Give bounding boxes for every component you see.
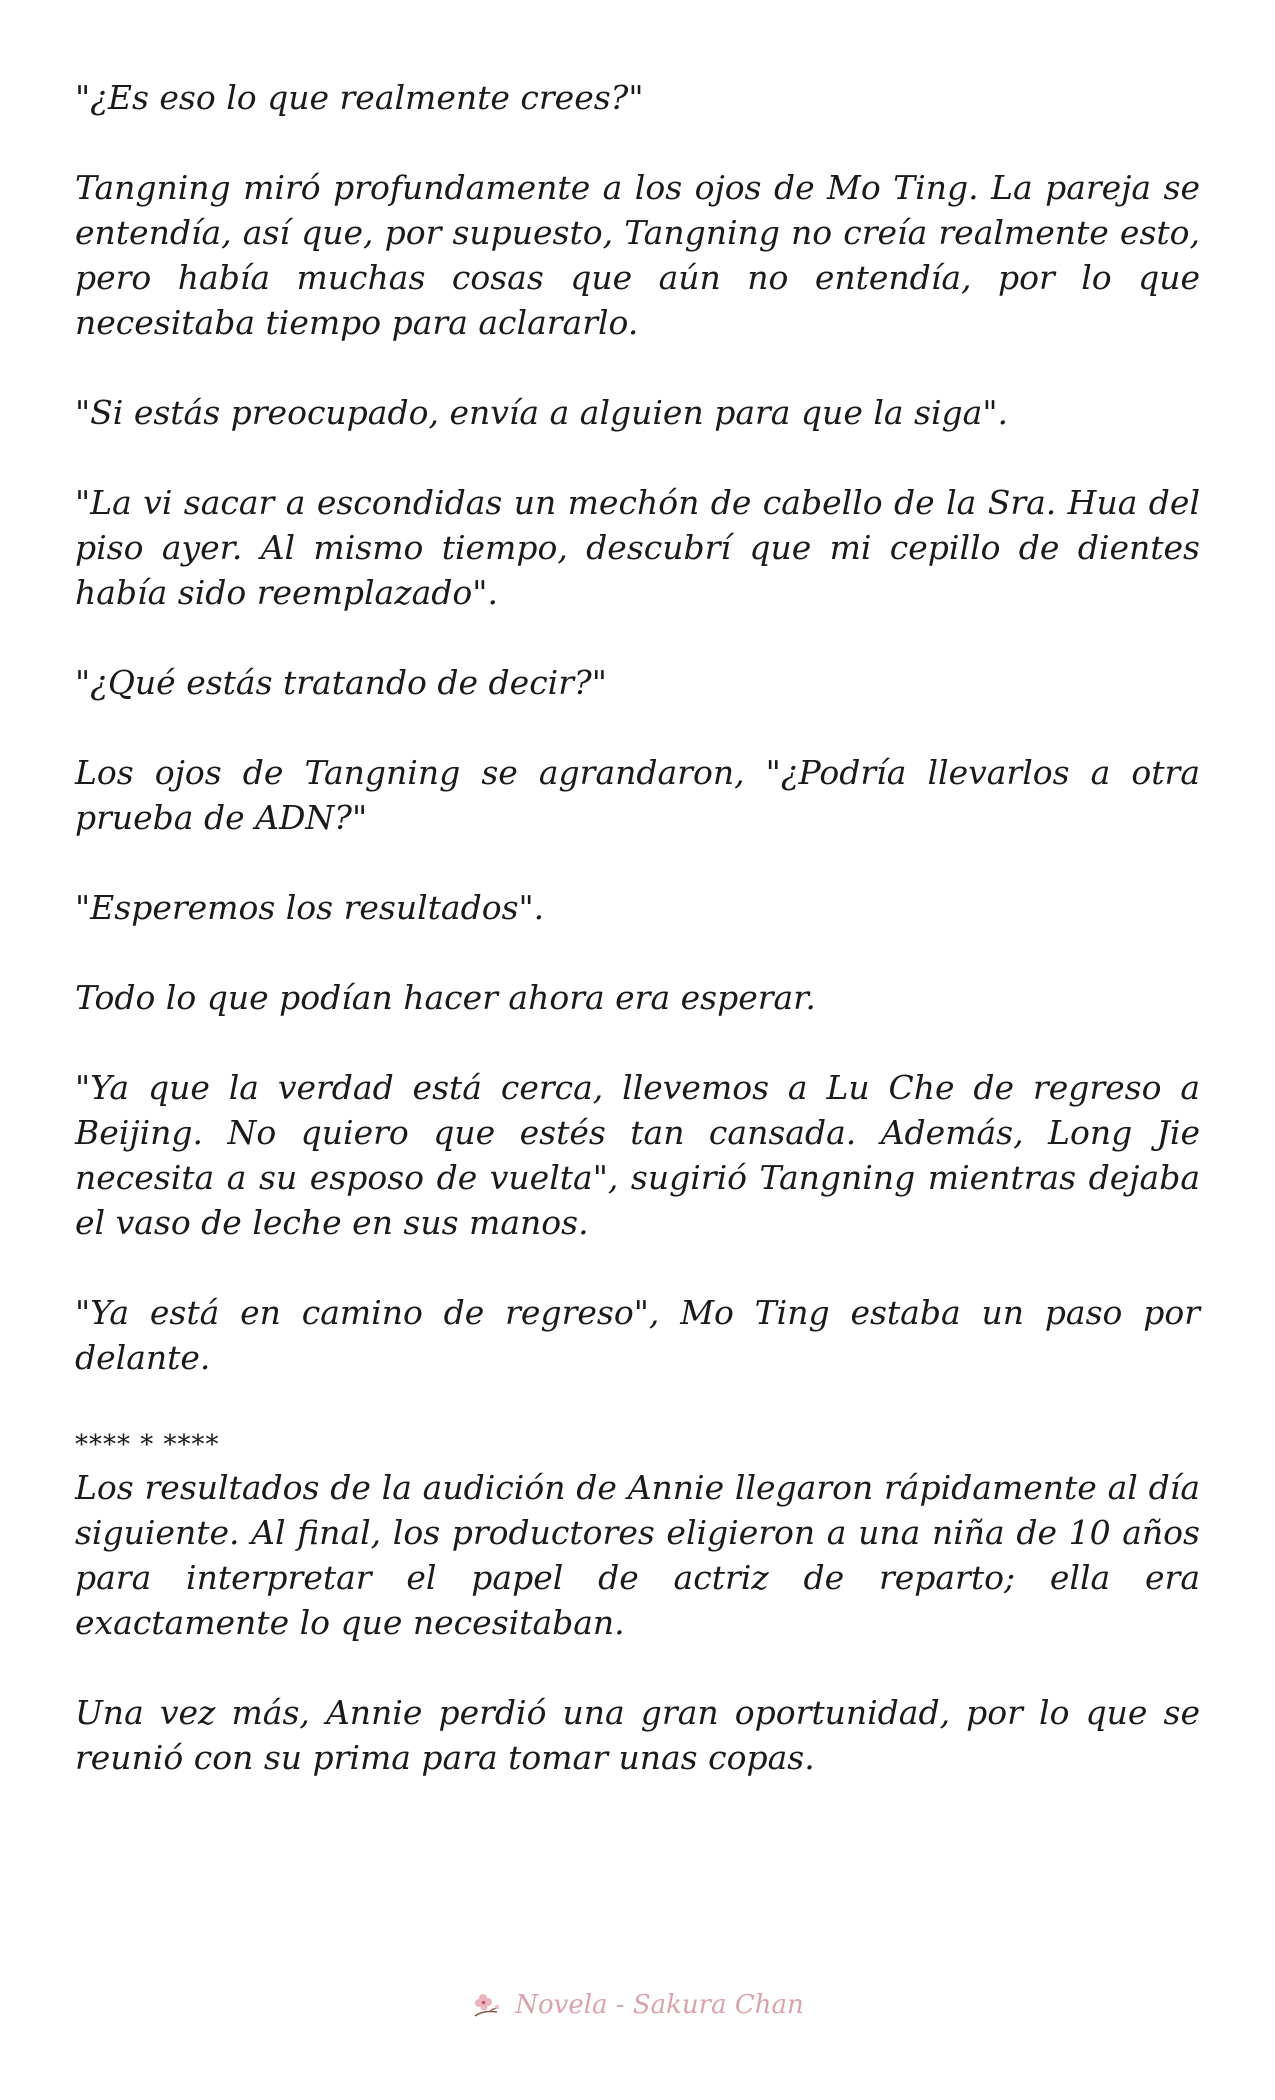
paragraph-8: Todo lo que podían hacer ahora era esperar. — [75, 978, 816, 1017]
watermark — [0, 1988, 1275, 2022]
paragraph-9: "Ya que la verdad está cerca, llevemos a Lu Che de regreso a Beijing. No quiero que estés tan cansada. Además, Long Jie necesita a su esposo de vuelta", sugirió Tangning mientras dejaba el vaso de leche en sus manos. — [75, 1068, 1200, 1242]
document-page — [75, 75, 1200, 1825]
sakura-flower-icon — [471, 1988, 505, 2022]
paragraph-11: Los resultados de la audición de Annie llegaron rápidamente al día siguiente. Al final, los productores eligieron a una niña de 10 años para interpretar el papel de actriz de reparto; ella era exactamente lo que necesitaban. — [75, 1468, 1200, 1642]
paragraph-12: Una vez más, Annie perdió una gran oportunidad, por lo que se reunió con su prima para tomar unas copas. — [75, 1693, 1200, 1777]
paragraph-5: "¿Qué estás tratando de decir?" — [75, 663, 607, 702]
paragraph-6: Los ojos de Tangning se agrandaron, "¿Podría llevarlos a otra prueba de ADN?" — [75, 753, 1200, 837]
paragraph-7: "Esperemos los resultados". — [75, 888, 545, 927]
paragraph-1: "¿Es eso lo que realmente crees?" — [75, 78, 644, 117]
paragraph-4: "La vi sacar a escondidas un mechón de cabello de la Sra. Hua del piso ayer. Al mismo tiempo, descubrí que mi cepillo de dientes había sido reemplazado". — [75, 483, 1200, 612]
paragraph-2: Tangning miró profundamente a los ojos de Mo Ting. La pareja se entendía, así que, por supuesto, Tangning no creía realmente esto, pero había muchas cosas que aún no entendía, por lo que necesitaba tiempo para aclararlo. — [75, 168, 1200, 342]
paragraph-3: "Si estás preocupado, envía a alguien para que la siga". — [75, 393, 1009, 432]
scene-separator: **** * **** — [75, 1430, 220, 1460]
watermark-text: Novela - Sakura Chan — [515, 1990, 804, 2020]
paragraph-10: "Ya está en camino de regreso", Mo Ting estaba un paso por delante. — [75, 1293, 1200, 1377]
